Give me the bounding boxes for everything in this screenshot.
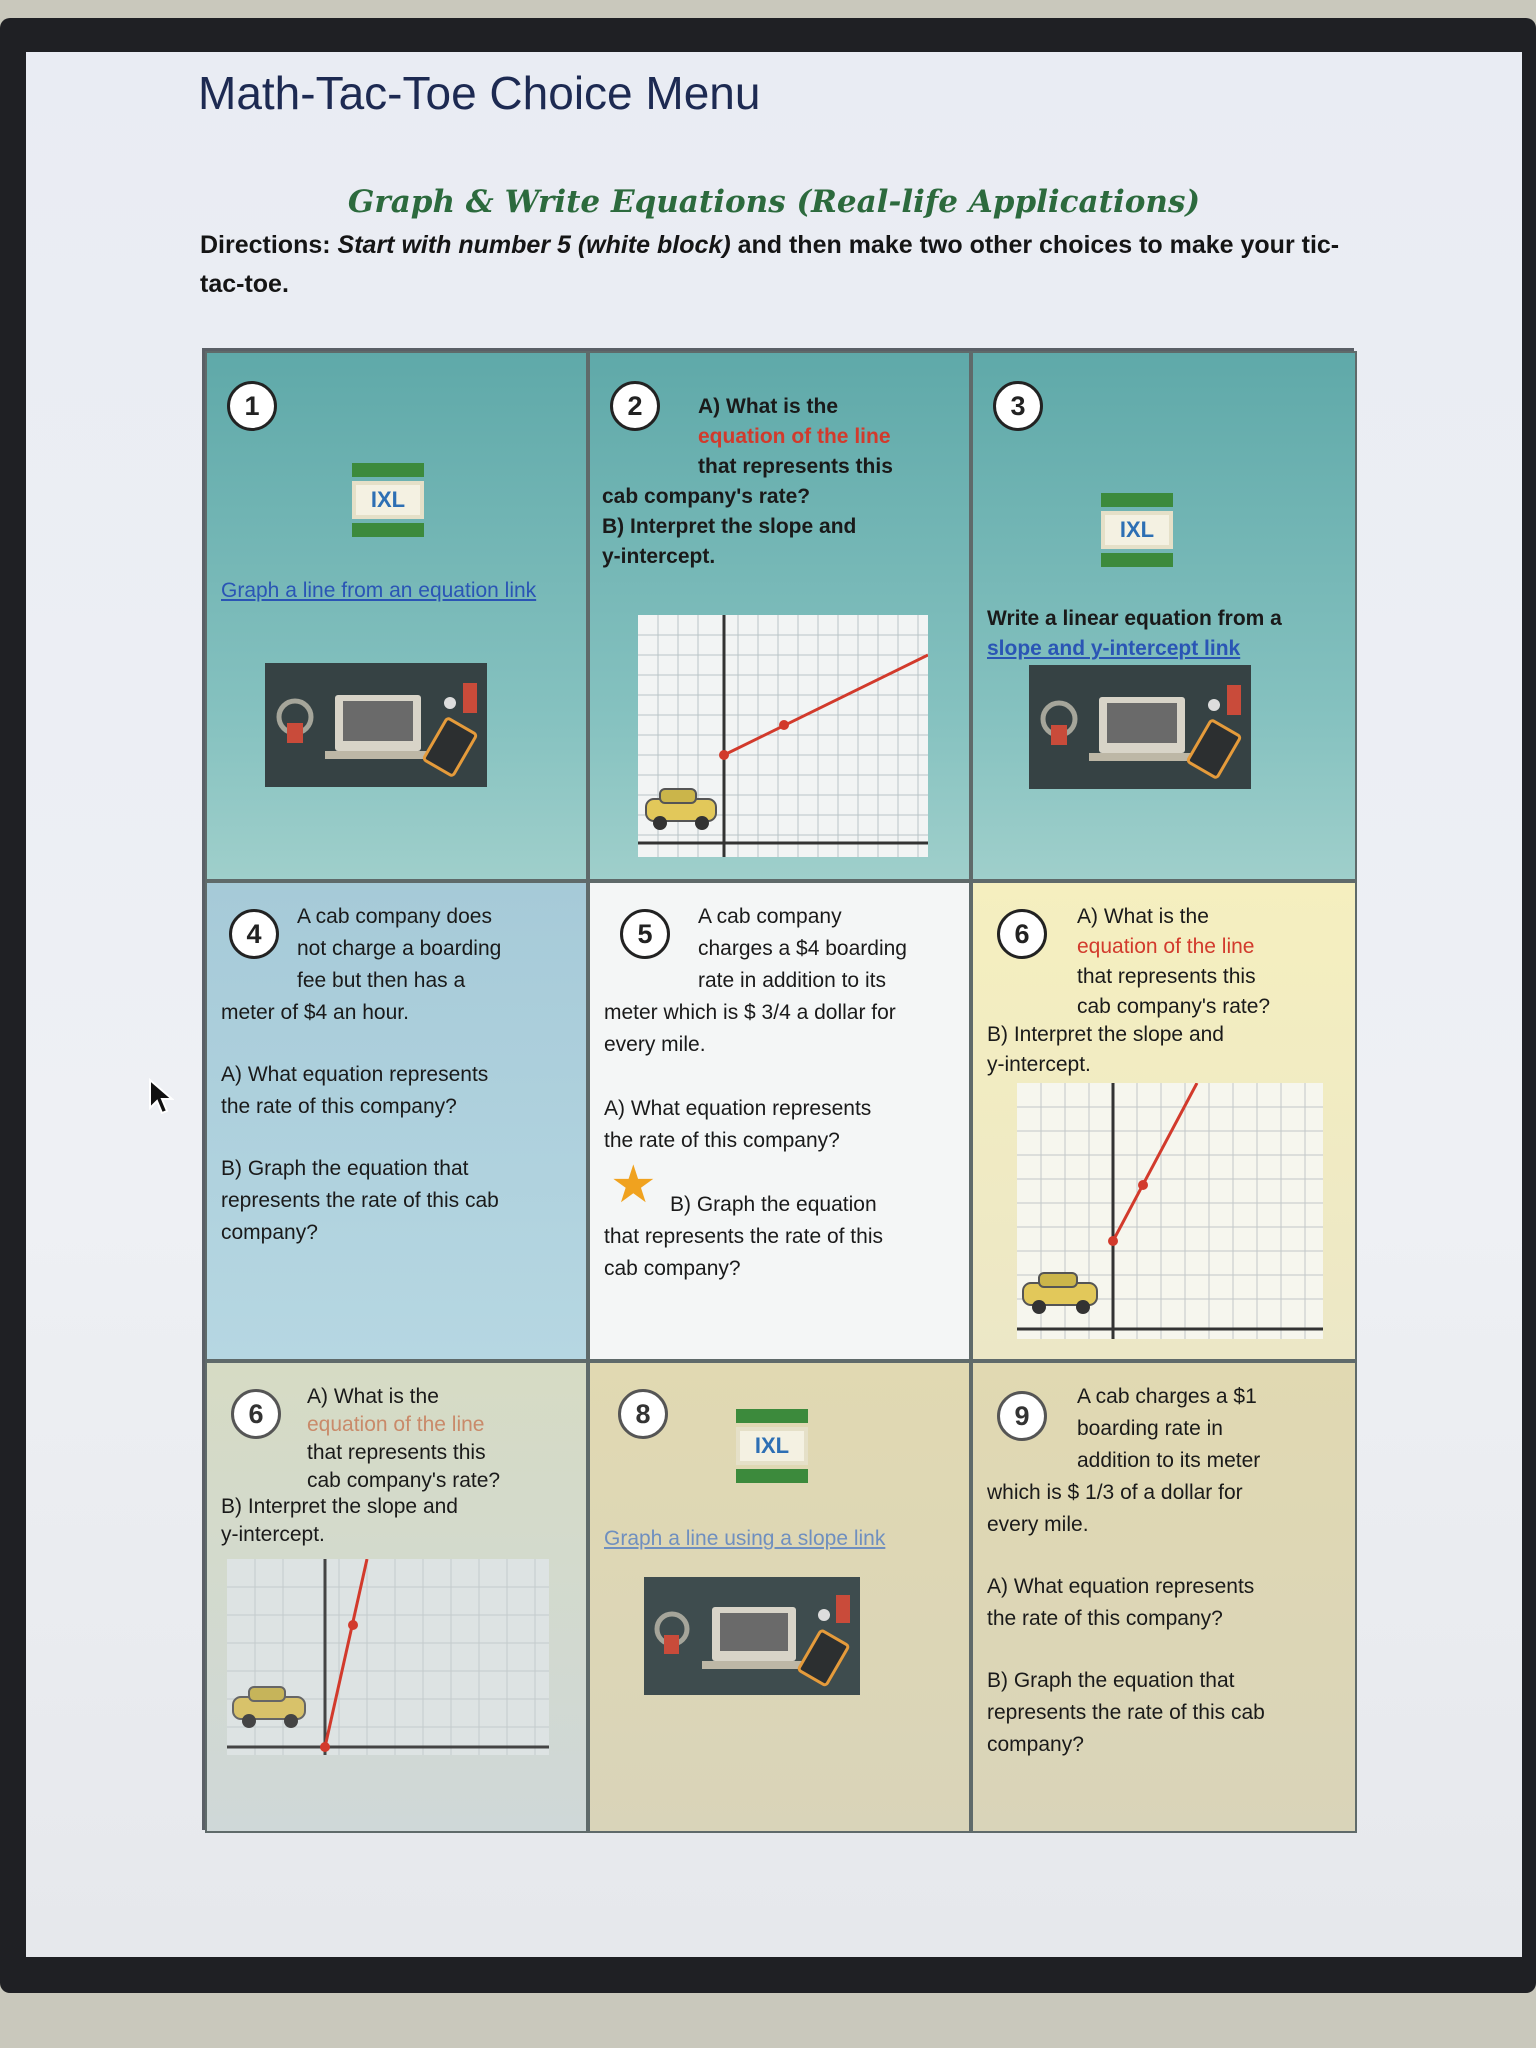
question-b-text: represents the rate of this cab (221, 1189, 499, 1212)
question-text: y-intercept. (602, 545, 716, 568)
laptop-illustration-icon (644, 1577, 860, 1695)
problem-text: boarding rate in (1077, 1417, 1223, 1440)
question-text: y-intercept. (987, 1053, 1091, 1076)
line-graph-icon (227, 1559, 549, 1755)
problem-text: not charge a boarding (297, 937, 502, 960)
cell-5 (588, 881, 971, 1361)
question-text: B) Interpret the slope and (221, 1495, 458, 1518)
question-a-text: the rate of this company? (987, 1607, 1223, 1630)
problem-text: every mile. (987, 1513, 1089, 1536)
cell-7 (205, 1361, 588, 1833)
cell-3 (971, 351, 1357, 881)
question-text: A) What is the (1077, 905, 1209, 928)
question-text: cab company's rate? (1077, 995, 1271, 1018)
problem-text: A cab company (698, 905, 842, 928)
highlighted-text: equation of the line (307, 1413, 485, 1436)
question-text: y-intercept. (221, 1523, 325, 1546)
screen (26, 52, 1522, 1957)
question-text: that represents this (698, 455, 893, 478)
cell-8 (588, 1361, 971, 1833)
number-badge: 9 (997, 1391, 1047, 1441)
question-text: B) Interpret the slope and (987, 1023, 1224, 1046)
laptop-illustration-icon (1029, 665, 1251, 789)
question-a-text: the rate of this company? (604, 1129, 840, 1152)
ixl-logo-icon (736, 1409, 808, 1483)
directions-emphasis: Start with number 5 (white block) (337, 231, 731, 259)
directions (200, 226, 1380, 304)
question-a-text: the rate of this company? (221, 1095, 457, 1118)
star-icon: ★ (610, 1156, 657, 1214)
subtitle: Graph & Write Equations (Real-life Applications) (347, 184, 1201, 220)
number-badge: 2 (610, 381, 660, 431)
graph-line-equation-link[interactable]: Graph a line from an equation link (221, 579, 537, 602)
number-badge: 3 (993, 381, 1043, 431)
number-badge: 6 (231, 1389, 281, 1439)
mouse-cursor-icon (148, 1078, 174, 1116)
question-b-text: B) Graph the equation that (221, 1157, 469, 1180)
cell-2 (588, 351, 971, 881)
problem-text: every mile. (604, 1033, 706, 1056)
problem-text: A cab charges a $1 (1077, 1385, 1257, 1408)
problem-text: addition to its meter (1077, 1449, 1261, 1472)
number-badge: 1 (227, 381, 277, 431)
number-badge: 8 (618, 1389, 668, 1439)
number-badge: 6 (997, 909, 1047, 959)
question-text: A) What is the (307, 1385, 439, 1408)
question-text: cab company's rate? (602, 485, 811, 508)
cell-9 (971, 1361, 1357, 1833)
question-b-text: B) Graph the equation (670, 1193, 877, 1216)
problem-text: rate in addition to its (698, 969, 886, 992)
highlighted-text: equation of the line (698, 425, 891, 448)
laptop-illustration-icon (265, 663, 487, 787)
page-title: Math-Tac-Toe Choice Menu (198, 67, 761, 119)
ixl-logo-icon (1101, 493, 1173, 567)
directions-rest: and then make two other choices to make your tic-tac-toe. (200, 231, 1340, 298)
highlighted-text: equation of the line (1077, 935, 1255, 958)
question-a-text: A) What equation represents (221, 1063, 489, 1086)
directions-label: Directions: (200, 231, 331, 259)
question-b-text: that represents the rate of this (604, 1225, 883, 1248)
cell-1 (205, 351, 588, 881)
question-text: cab company's rate? (307, 1469, 501, 1492)
problem-text: A cab company does (297, 905, 492, 928)
question-a-text: A) What equation represents (604, 1097, 872, 1120)
problem-text: which is $ 1/3 of a dollar for (987, 1481, 1243, 1504)
line-graph-icon (1017, 1083, 1323, 1339)
ixl-logo-text: IXL (740, 1431, 804, 1461)
problem-text: fee but then has a (297, 969, 466, 992)
question-b-text: company? (987, 1733, 1084, 1756)
cell-6 (971, 881, 1357, 1361)
question-b-text: B) Graph the equation that (987, 1669, 1235, 1692)
line-graph-icon (638, 615, 928, 857)
problem-text: meter of $4 an hour. (221, 1001, 409, 1024)
number-badge: 5 (620, 909, 670, 959)
ixl-logo-text: IXL (1105, 515, 1169, 545)
number-badge: 4 (229, 909, 279, 959)
problem-text: meter which is $ 3/4 a dollar for (604, 1001, 896, 1024)
question-b-text: cab company? (604, 1257, 741, 1280)
slope-intercept-link[interactable]: slope and y-intercept link (987, 637, 1241, 660)
cell-4 (205, 881, 588, 1361)
choice-grid (202, 348, 1354, 1830)
question-text: B) Interpret the slope and (602, 515, 857, 538)
cell-text: Write a linear equation from a (987, 607, 1282, 630)
question-text: that represents this (1077, 965, 1256, 988)
ixl-logo-text: IXL (356, 485, 420, 515)
graph-line-slope-link[interactable]: Graph a line using a slope link (604, 1527, 886, 1550)
question-b-text: company? (221, 1221, 318, 1244)
question-text: A) What is the (698, 395, 838, 418)
question-a-text: A) What equation represents (987, 1575, 1255, 1598)
problem-text: charges a $4 boarding (698, 937, 907, 960)
question-b-text: represents the rate of this cab (987, 1701, 1265, 1724)
question-text: that represents this (307, 1441, 486, 1464)
ixl-logo-icon (352, 463, 424, 537)
